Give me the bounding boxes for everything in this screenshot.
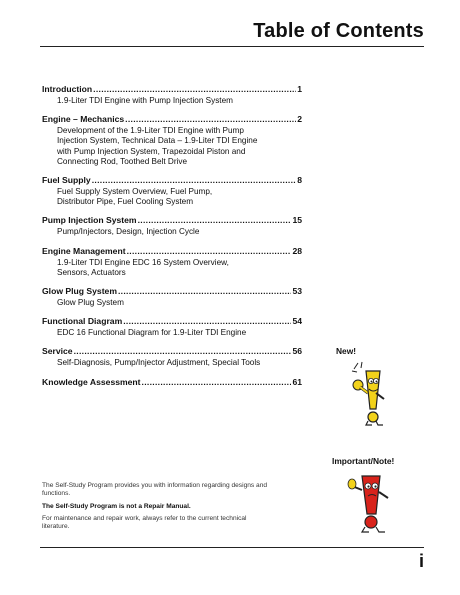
toc-entry-heading[interactable] xyxy=(42,377,302,387)
dot-leader xyxy=(118,286,291,296)
toc-description-line: Glow Plug System xyxy=(57,298,124,308)
toc-entry[interactable] xyxy=(42,377,302,387)
toc-page-number[interactable]: 8 xyxy=(297,175,302,186)
footer-reference: For maintenance and repair work, always refer to the current technical literature. xyxy=(42,514,247,531)
toc-entry-heading[interactable] xyxy=(42,246,302,256)
toc-entry-title[interactable]: Fuel Supply xyxy=(42,175,91,186)
table-of-contents xyxy=(42,84,302,395)
toc-entry-heading[interactable] xyxy=(42,84,302,94)
toc-entry-description xyxy=(42,358,302,368)
dot-leader xyxy=(74,346,292,356)
toc-entry-heading[interactable] xyxy=(42,215,302,225)
toc-entry-heading[interactable] xyxy=(42,175,302,185)
dot-leader xyxy=(125,114,296,124)
footer-note xyxy=(42,482,272,535)
toc-page-number[interactable]: 54 xyxy=(292,316,302,327)
toc-entry-description xyxy=(42,227,302,237)
dot-leader xyxy=(93,84,296,94)
toc-page-number[interactable]: 2 xyxy=(297,114,302,125)
toc-entry-heading[interactable] xyxy=(42,286,302,296)
footer-divider xyxy=(40,547,424,548)
toc-entry[interactable] xyxy=(42,114,302,167)
new-label: New! xyxy=(336,346,357,356)
toc-entry-description xyxy=(42,328,302,338)
toc-description-line: Distributor Pipe, Fuel Cooling System xyxy=(57,197,194,207)
dot-leader xyxy=(142,377,292,387)
toc-entry-title[interactable]: Glow Plug System xyxy=(42,286,117,297)
toc-page-number[interactable]: 53 xyxy=(292,286,302,297)
toc-entry-title[interactable]: Engine – Mechanics xyxy=(42,114,125,125)
toc-page-number[interactable]: 28 xyxy=(292,245,302,256)
important-note-label: Important/Note! xyxy=(332,456,395,466)
important-exclamation-mascot-icon xyxy=(344,470,396,536)
toc-description-line: Self-Diagnosis, Pump/Injector Adjustment, Special Tools xyxy=(57,358,261,368)
dot-leader xyxy=(127,246,292,256)
toc-description-line: Development of the 1.9-Liter TDI Engine with Pump xyxy=(57,126,244,136)
toc-entry-description xyxy=(42,258,302,278)
toc-entry-description xyxy=(42,298,302,308)
toc-entry-heading[interactable] xyxy=(42,346,302,356)
toc-page-number[interactable]: 15 xyxy=(292,215,302,226)
toc-entry-description xyxy=(42,187,302,207)
toc-description-line: Fuel Supply System Overview, Fuel Pump, xyxy=(57,187,213,197)
toc-entry-heading[interactable] xyxy=(42,114,302,124)
toc-entry[interactable] xyxy=(42,246,302,278)
footer-warning: The Self-Study Program is not a Repair Manual. xyxy=(42,502,191,510)
toc-description-line: Connecting Rod, Toothed Belt Drive xyxy=(57,156,188,166)
toc-entry-title[interactable]: Engine Management xyxy=(42,245,126,256)
dot-leader xyxy=(138,215,292,225)
toc-entry[interactable] xyxy=(42,84,302,106)
toc-entry[interactable] xyxy=(42,286,302,308)
toc-description-line: Pump/Injectors, Design, Injection Cycle xyxy=(57,227,200,237)
toc-entry[interactable] xyxy=(42,175,302,207)
toc-entry-description xyxy=(42,126,302,167)
toc-entry-title[interactable]: Functional Diagram xyxy=(42,316,123,327)
toc-description-line: Injection System, Technical Data – 1.9-Liter TDI Engine xyxy=(57,136,258,146)
dot-leader xyxy=(92,175,297,185)
page-number: i xyxy=(418,551,424,571)
toc-page-number[interactable]: 1 xyxy=(297,84,302,94)
toc-page-number[interactable]: 61 xyxy=(292,376,302,387)
toc-entry-heading[interactable] xyxy=(42,316,302,326)
toc-description-line: Sensors, Actuators xyxy=(57,267,126,277)
new-exclamation-mascot-icon xyxy=(346,359,394,429)
toc-page-number[interactable]: 56 xyxy=(292,346,302,357)
dot-leader xyxy=(123,316,291,326)
toc-entry[interactable] xyxy=(42,346,302,368)
toc-entry-title[interactable]: Pump Injection System xyxy=(42,215,137,226)
toc-entry[interactable] xyxy=(42,215,302,237)
toc-description-line: 1.9-Liter TDI Engine EDC 16 System Overview, xyxy=(57,257,229,267)
page-title: Table of Contents xyxy=(253,20,424,42)
toc-entry-description xyxy=(42,96,302,106)
toc-entry[interactable] xyxy=(42,316,302,338)
footer-info: The Self-Study Program provides you with information regarding designs and functions. xyxy=(42,482,268,498)
toc-entry-title[interactable]: Knowledge Assessment xyxy=(42,376,141,387)
toc-entry-title[interactable]: Introduction xyxy=(42,84,93,94)
title-divider xyxy=(40,46,424,47)
toc-description-line: 1.9-Liter TDI Engine with Pump Injection System xyxy=(57,96,233,105)
toc-entry-title[interactable]: Service xyxy=(42,346,73,357)
toc-description-line: EDC 16 Functional Diagram for 1.9-Liter TDI Engine xyxy=(57,328,247,338)
toc-description-line: with Pump Injection System, Trapezoidal Piston and xyxy=(57,146,246,156)
